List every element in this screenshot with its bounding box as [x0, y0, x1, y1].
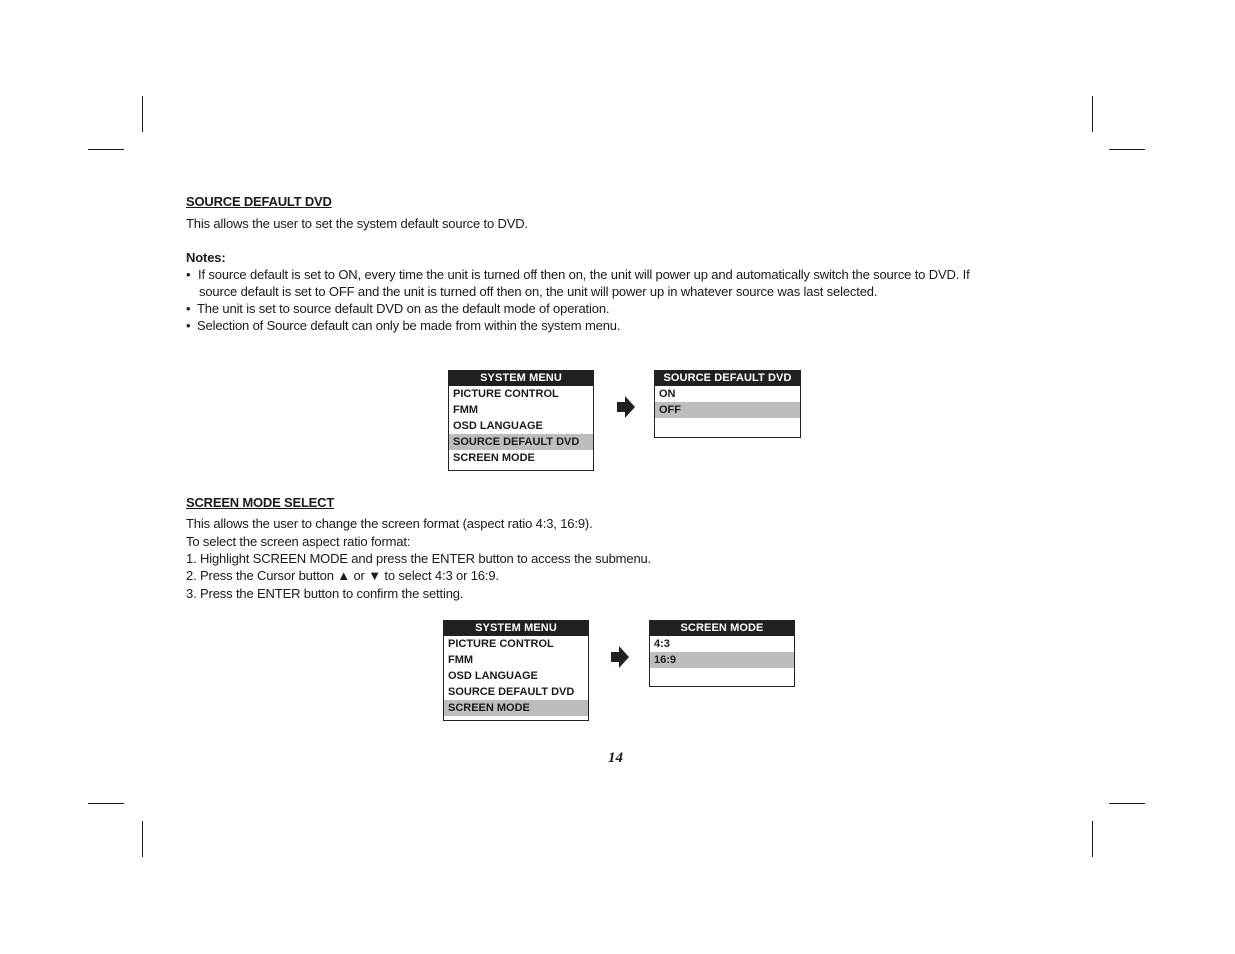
instruction-line: This allows the user to change the screen format (aspect ratio 4:3, 16:9).: [186, 516, 593, 531]
note-text: The unit is set to source default DVD on as the default mode of operation.: [197, 301, 610, 316]
crop-mark: [1092, 821, 1093, 857]
bullet: •: [186, 318, 191, 333]
note-text: Selection of Source default can only be made from within the system menu.: [197, 318, 621, 333]
notes-title: Notes:: [186, 250, 226, 265]
menu-item: PICTURE CONTROL: [448, 638, 554, 650]
crop-mark: [1092, 96, 1093, 132]
menu-item-selected: SCREEN MODE: [444, 700, 588, 716]
menu-item: FMM: [453, 404, 479, 416]
note-text-continued: source default is set to OFF and the unit is turned off then on, the unit will power up in whatever source was last selected.: [199, 284, 878, 299]
system-menu-diagram: [443, 620, 589, 721]
crop-mark: [1109, 149, 1145, 150]
submenu-title: SCREEN MODE: [650, 621, 794, 636]
section-heading: SCREEN MODE SELECT: [186, 495, 335, 510]
crop-mark: [88, 803, 124, 804]
instruction-step: 1. Highlight SCREEN MODE and press the ENTER button to access the submenu.: [186, 551, 652, 566]
page-number: 14: [608, 750, 623, 766]
submenu-item: 4:3: [654, 638, 670, 650]
instruction-step: 2. Press the Cursor button ▲ or ▼ to select 4:3 or 16:9.: [186, 568, 499, 583]
submenu-item-selected: OFF: [655, 402, 800, 418]
submenu-title: SOURCE DEFAULT DVD: [655, 371, 800, 386]
section-heading: SOURCE DEFAULT DVD: [186, 194, 332, 209]
system-menu-diagram: [448, 370, 594, 471]
instruction-step: 3. Press the ENTER button to confirm the setting.: [186, 586, 464, 601]
crop-mark: [142, 96, 143, 132]
menu-item: SOURCE DEFAULT DVD: [448, 686, 575, 698]
crop-mark: [88, 149, 124, 150]
note-text: If source default is set to ON, every time the unit is turned off then on, the unit will power up and automatically switch the source to DVD. If: [198, 267, 970, 282]
right-arrow-icon: [617, 396, 635, 418]
instruction-line: To select the screen aspect ratio format:: [186, 534, 411, 549]
bullet: •: [186, 267, 191, 282]
note-item: [186, 267, 970, 282]
note-item: [186, 301, 609, 316]
crop-mark: [142, 821, 143, 857]
menu-item-selected: SOURCE DEFAULT DVD: [449, 434, 593, 450]
menu-item: FMM: [448, 654, 474, 666]
submenu-item: ON: [659, 388, 676, 400]
screen-mode-submenu-diagram: [649, 620, 795, 687]
menu-item: OSD LANGUAGE: [448, 670, 538, 682]
submenu-item-selected: 16:9: [650, 652, 794, 668]
right-arrow-icon: [611, 646, 629, 668]
menu-item: OSD LANGUAGE: [453, 420, 543, 432]
crop-mark: [1109, 803, 1145, 804]
menu-item: SCREEN MODE: [453, 452, 535, 464]
menu-title: SYSTEM MENU: [444, 621, 588, 636]
source-default-submenu-diagram: [654, 370, 801, 438]
note-item: [186, 318, 620, 333]
menu-item: PICTURE CONTROL: [453, 388, 559, 400]
section-intro: This allows the user to set the system default source to DVD.: [186, 216, 529, 231]
bullet: •: [186, 301, 191, 316]
menu-title: SYSTEM MENU: [449, 371, 593, 386]
